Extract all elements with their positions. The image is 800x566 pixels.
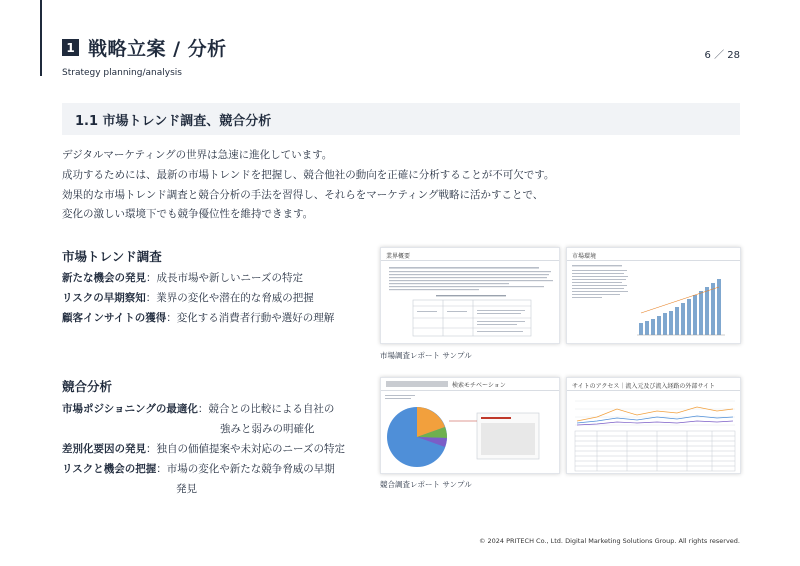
list-item <box>62 268 334 288</box>
item-text: ：業界の変化や潜在的な脅威の把握 <box>145 292 314 304</box>
page-subtitle: Strategy planning/analysis <box>62 68 182 78</box>
list-item <box>62 308 334 328</box>
trend-report-thumbnail-2 <box>566 247 741 344</box>
thumbnail-title: サイトのアクセス｜流入元及び流入経路の外部サイト <box>567 378 740 391</box>
chapter-number-badge: 1 <box>62 39 79 56</box>
section-title: 1.1 市場トレンド調査、競合分析 <box>75 113 272 129</box>
thumbnail-title: 市場環境 <box>567 248 740 261</box>
item-text: ：市場の変化や新たな競争脅威の早期 <box>156 463 335 475</box>
trend-caption: 市場調査レポート サンプル <box>380 351 472 360</box>
trend-report-thumbnail-1 <box>380 247 560 344</box>
section-bar <box>62 103 740 135</box>
item-continuation: 発見 <box>176 483 197 495</box>
title-row <box>62 34 227 61</box>
document-preview-graphic <box>381 261 560 344</box>
item-text: ：成長市場や新しいニーズの特定 <box>146 272 303 284</box>
trend-heading: 市場トレンド調査 <box>62 249 162 264</box>
page-header <box>62 34 227 78</box>
intro-line: デジタルマーケティングの世界は急速に進化しています。 <box>62 149 333 161</box>
intro-line: 変化の激しい環境下でも競争優位性を維持できます。 <box>62 208 314 221</box>
line-chart-and-table-preview-graphic <box>567 391 741 474</box>
item-label: 顧客インサイトの獲得 <box>62 312 167 324</box>
intro-text <box>62 146 554 225</box>
competitor-report-thumbnail-2 <box>566 377 741 474</box>
item-label: 新たな機会の発見 <box>62 272 146 284</box>
page-title: 戦略立案 / 分析 <box>88 38 227 60</box>
footer-copyright: © 2024 PRITECH Co., Ltd. Digital Marketing Solutions Group. All rights reserved. <box>478 537 740 545</box>
item-text: ：独自の価値提案や未対応のニーズの特定 <box>146 443 345 455</box>
item-label: リスクと機会の把握 <box>62 463 157 475</box>
competitor-report-thumbnail-1 <box>380 377 560 474</box>
page-number: 6 ／ 28 <box>704 50 740 61</box>
item-text: ：競合との比較による自社の <box>197 403 335 415</box>
list-item <box>62 399 345 419</box>
item-label: リスクの早期察知 <box>62 292 146 304</box>
bar-chart-preview-graphic <box>567 261 741 344</box>
competitor-caption: 競合調査レポート サンプル <box>380 480 472 489</box>
intro-line: 効果的な市場トレンド調査と競合分析の手法を習得し、それらをマーケティング戦略に活かすことで、 <box>62 188 544 201</box>
competitor-heading: 競合分析 <box>62 379 113 394</box>
thumbnail-title: 業界概要 <box>381 248 559 261</box>
item-text: ：変化する消費者行動や選好の理解 <box>166 312 335 324</box>
intro-line: 成功するためには、最新の市場トレンドを把握し、競合他社の動向を正確に分析することが不可欠です。 <box>62 168 555 181</box>
thumbnail-header <box>381 378 559 391</box>
thumbnail-title: 検索モチベーション <box>452 381 506 389</box>
item-continuation: 強みと弱みの明確化 <box>220 423 315 435</box>
pie-chart-preview-graphic <box>381 391 560 474</box>
list-item <box>62 288 334 308</box>
trend-items <box>62 268 334 328</box>
accent-bar <box>40 0 42 76</box>
list-item <box>62 459 345 479</box>
item-label: 市場ポジショニングの最適化 <box>62 403 198 415</box>
list-item <box>62 439 345 459</box>
redacted-block <box>386 381 448 387</box>
competitor-items <box>62 399 345 499</box>
item-label: 差別化要因の発見 <box>62 443 146 455</box>
